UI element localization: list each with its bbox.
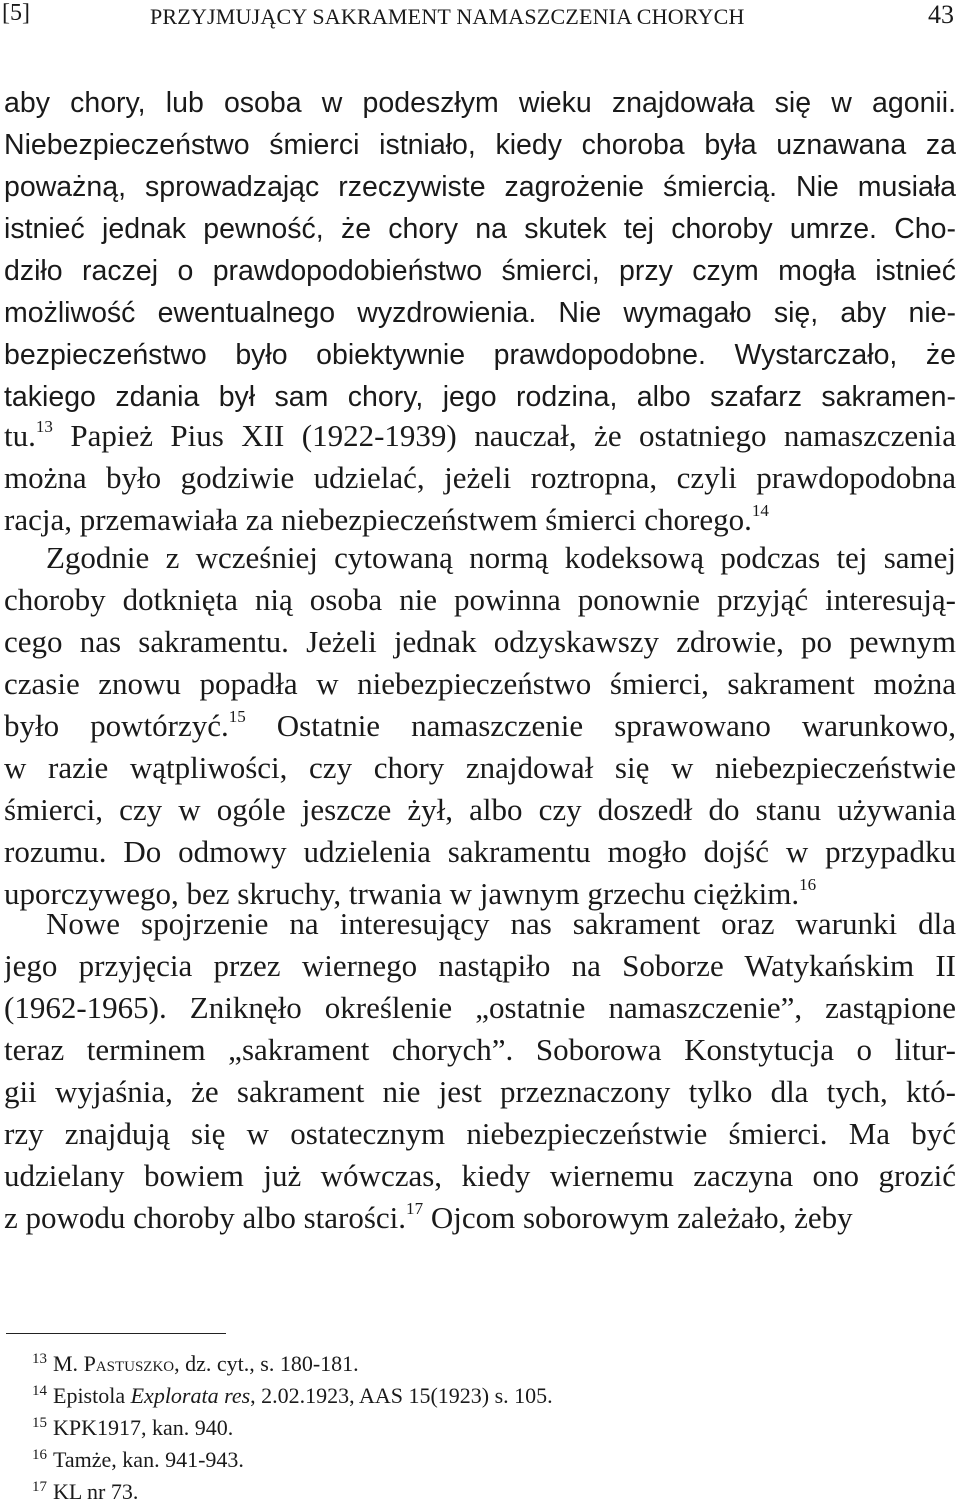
text-line <box>4 1155 956 1197</box>
text-line: dziło raczej o prawdopodobieństwo śmierci, przy czym mogła istnieć <box>4 255 956 287</box>
section-number: [5] <box>2 0 30 26</box>
text-line <box>4 499 956 541</box>
text-line <box>4 831 956 873</box>
line-text: teraz terminem „sakrament chorych”. Soborowa Konstytucja o litur- <box>4 1032 956 1067</box>
line-text: Ojcom soborowym zależało, żeby <box>423 1200 853 1235</box>
text-line: bezpieczeństwo było obiektywnie prawdopodobne. Wystarczało, że <box>4 339 956 371</box>
footnote <box>32 1348 932 1380</box>
line-text: śmierci, czy w ogóle jeszcze żył, albo czy doszedł do stanu używania <box>4 792 956 827</box>
author-name: Pastuszko <box>83 1351 175 1376</box>
line-text: Zgodnie z wcześniej cytowaną normą kodeksową podczas tej samej <box>46 540 956 575</box>
line-text: w razie wątpliwości, czy chory znajdował się w niebezpieczeństwie <box>4 750 956 785</box>
footnote-ref[interactable]: 17 <box>406 1199 424 1219</box>
text-line: możliwość ewentualnego wyzdrowienia. Nie wymagało się, aby nie- <box>4 297 956 329</box>
line-text: Nowe spojrzenie na interesujący nas sakrament oraz warunki dla <box>46 906 956 941</box>
footnote <box>32 1380 932 1412</box>
line-text: tu. <box>4 418 36 453</box>
footnote-number: 16 <box>32 1446 47 1463</box>
footnote-text: Epistola <box>53 1383 131 1408</box>
line-text: Papież Pius XII (1922-1939) nauczał, że ostatniego namaszczenia <box>52 418 956 453</box>
text-line <box>4 663 956 705</box>
text-line <box>4 903 956 945</box>
footnote-text: , dz. cyt., s. 180-181. <box>174 1351 359 1376</box>
footnote-number: 17 <box>32 1478 47 1495</box>
footnote-ref[interactable]: 15 <box>228 707 246 727</box>
text-line <box>4 1029 956 1071</box>
document-title: Explorata res <box>130 1383 251 1408</box>
footnote-number: 13 <box>32 1350 47 1367</box>
line-text: uporczywego, bez skruchy, trwania w jawnym grzechu ciężkim. <box>4 876 800 911</box>
text-line <box>4 987 956 1029</box>
paragraph-1-tail <box>4 415 956 541</box>
footnotes <box>32 1348 932 1508</box>
footnote-number: 15 <box>32 1414 47 1431</box>
text-line: aby chory, lub osoba w podeszłym wieku znajdowała się w agonii. <box>4 87 956 119</box>
text-line <box>4 789 956 831</box>
footnote-separator <box>6 1333 226 1334</box>
line-text: rozumu. Do odmowy udzielenia sakramentu mogło dojść w przypadku <box>4 834 956 869</box>
text-line <box>4 1113 956 1155</box>
paragraph-2 <box>4 537 956 915</box>
footnote <box>32 1412 932 1444</box>
line-text: jego przyjęcia przez wiernego nastąpiło na Soborze Watykańskim II <box>4 948 956 983</box>
text-line <box>4 537 956 579</box>
line-text: można było godziwie udzielać, jeżeli roztropna, czyli prawdopodobna <box>4 460 956 495</box>
footnote-text: KL nr 73. <box>53 1479 139 1504</box>
line-text: Ostatnie namaszczenie sprawowano warunkowo, <box>245 708 956 743</box>
line-text: gii wyjaśnia, że sakrament nie jest przeznaczony tylko dla tych, któ- <box>4 1074 956 1109</box>
page-number: 43 <box>928 0 954 29</box>
footnote-text: M. <box>53 1351 84 1376</box>
footnote <box>32 1476 932 1508</box>
text-line: poważną, sprowadzając rzeczywiste zagrożenie śmiercią. Nie musiała <box>4 171 956 203</box>
text-line <box>4 415 956 457</box>
line-text: choroby dotknięta nią osoba nie powinna ponownie przyjąć interesują- <box>4 582 956 617</box>
footnote <box>32 1444 932 1476</box>
footnote-text: , 2.02.1923, AAS 15(1923) s. 105. <box>250 1383 553 1408</box>
text-line <box>4 705 956 747</box>
text-line: takiego zdania był sam chory, jego rodzina, albo szafarz sakramen- <box>4 381 956 413</box>
running-title: PRZYJMUJĄCY SAKRAMENT NAMASZCZENIA CHORYCH <box>150 4 745 29</box>
text-line <box>4 579 956 621</box>
text-line <box>4 621 956 663</box>
line-text: cego nas sakramentu. Jeżeli jednak odzyskawszy zdrowie, po pewnym <box>4 624 956 659</box>
footnote-text: KPK1917, kan. 940. <box>53 1415 234 1440</box>
running-header <box>0 0 960 34</box>
footnote-ref[interactable]: 14 <box>751 501 769 521</box>
text-line <box>4 747 956 789</box>
line-text: racja, przemawiała za niebezpieczeństwem śmierci chorego. <box>4 502 752 537</box>
paragraph-3 <box>4 903 956 1239</box>
text-line: istnieć jednak pewność, że chory na skutek tej choroby umrze. Cho- <box>4 213 956 245</box>
footnote-number: 14 <box>32 1382 47 1399</box>
line-text: było powtórzyć. <box>4 708 229 743</box>
text-line: Niebezpieczeństwo śmierci istniało, kiedy choroba była uznawana za <box>4 129 956 161</box>
line-text: czasie znowu popadła w niebezpieczeństwo śmierci, sakrament można <box>4 666 956 701</box>
paragraph-continued <box>4 82 956 418</box>
text-line <box>4 457 956 499</box>
text-line <box>4 1197 956 1239</box>
line-text: (1962-1965). Zniknęło określenie „ostatnie namaszczenie”, zastąpione <box>4 990 956 1025</box>
footnote-text: Tamże, kan. 941-943. <box>53 1447 244 1472</box>
text-line <box>4 1071 956 1113</box>
line-text: z powodu choroby albo starości. <box>4 1200 407 1235</box>
footnote-ref[interactable]: 16 <box>799 875 817 895</box>
line-text: rzy znajdują się w ostatecznym niebezpieczeństwie śmierci. Ma być <box>4 1116 956 1151</box>
text-line <box>4 945 956 987</box>
footnote-ref[interactable]: 13 <box>35 417 53 437</box>
line-text: udzielany bowiem już wówczas, kiedy wiernemu zaczyna ono grozić <box>4 1158 956 1193</box>
